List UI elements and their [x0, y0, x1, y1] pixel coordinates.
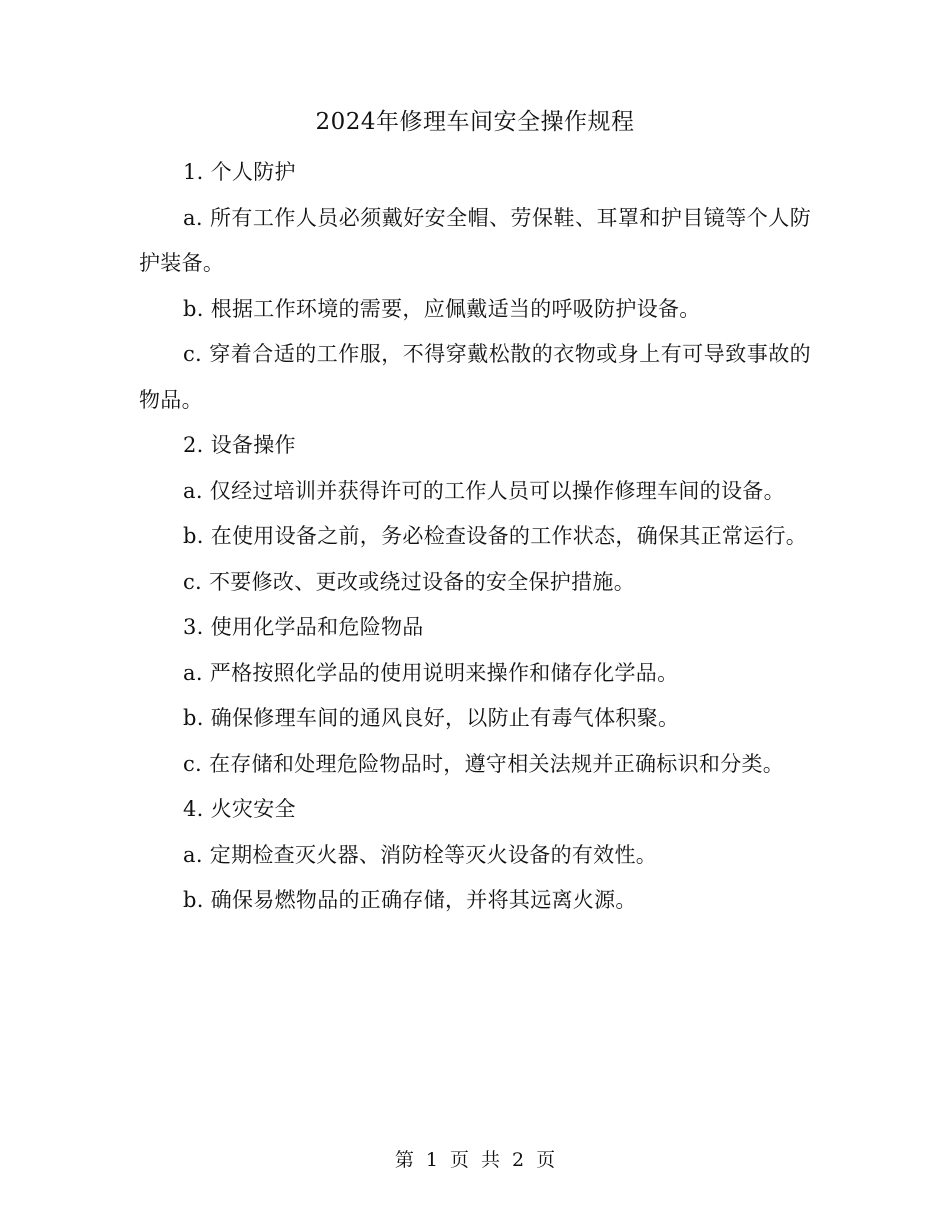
paragraph: b. 根据工作环境的需要，应佩戴适当的呼吸防护设备。	[183, 296, 701, 321]
document-body	[139, 150, 811, 924]
paragraph: c. 穿着合适的工作服，不得穿戴松散的衣物或身上有可导致事故的物品。	[139, 342, 811, 412]
document-title: 2024年修理车间安全操作规程	[315, 109, 635, 135]
paragraph: b. 确保易燃物品的正确存储，并将其远离火源。	[183, 888, 637, 912]
paragraph: a. 仅经过培训并获得许可的工作人员可以操作修理车间的设备。	[183, 478, 785, 503]
paragraph: a. 严格按照化学品的使用说明来操作和储存化学品。	[183, 660, 679, 685]
section-heading: 2. 设备操作	[183, 433, 296, 457]
paragraph: a. 所有工作人员必须戴好安全帽、劳保鞋、耳罩和护目镜等个人防护装备。	[139, 205, 811, 275]
page-number-footer: 第 1 页 共 2 页	[394, 1149, 556, 1171]
section-heading: 3. 使用化学品和危险物品	[183, 615, 424, 639]
paragraph: a. 定期检查灭火器、消防栓等灭火设备的有效性。	[183, 842, 658, 867]
paragraph: c. 在存储和处理危险物品时，遵守相关法规并正确标识和分类。	[183, 751, 785, 776]
paragraph: b. 确保修理车间的通风良好，以防止有毒气体积聚。	[183, 706, 680, 730]
section-heading: 1. 个人防护	[183, 160, 296, 184]
section-heading: 4. 火灾安全	[183, 797, 296, 821]
paragraph: c. 不要修改、更改或绕过设备的安全保护措施。	[183, 569, 636, 594]
paragraph: b. 在使用设备之前，务必检查设备的工作状态，确保其正常运行。	[183, 524, 808, 548]
